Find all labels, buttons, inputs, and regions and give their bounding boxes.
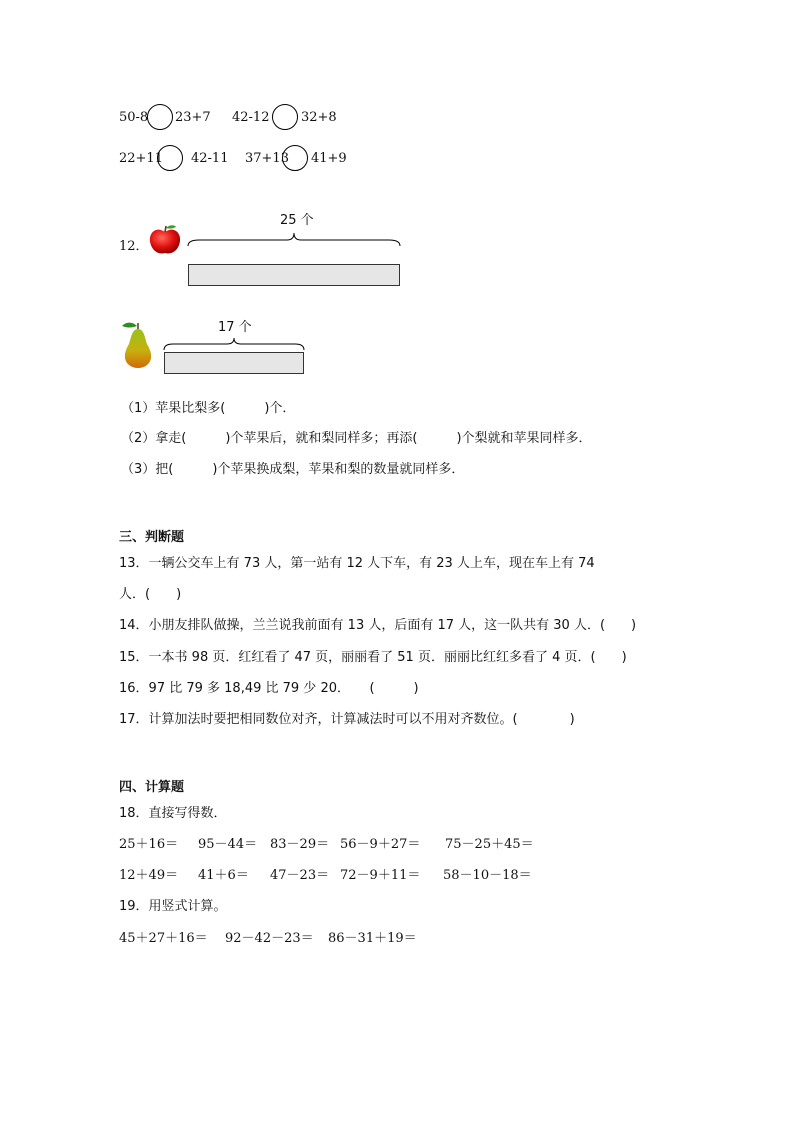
question-17: 17．计算加法时要把相同数位对齐，计算减法时可以不用对齐数位。( ) xyxy=(119,712,575,727)
compare-expr: 42-11 xyxy=(191,151,229,166)
apple-count-label: 25 个 xyxy=(280,213,314,228)
question-16: 16．97 比 79 多 18,49 比 79 少 20． ( ) xyxy=(119,681,419,696)
question-14: 14．小朋友排队做操，兰兰说我前面有 13 人，后面有 17 人，这一队共有 30 人．( ) xyxy=(119,618,637,633)
section-title: 三、判断题 xyxy=(119,530,185,545)
question-number: 12． xyxy=(119,239,149,254)
question-18: 18．直接写得数． xyxy=(119,806,227,821)
compare-expr: 41+9 xyxy=(311,151,347,166)
pear-brace xyxy=(163,337,305,351)
calc-expr: 45＋27＋16＝ xyxy=(119,931,208,946)
pear-icon xyxy=(119,320,157,370)
calc-expr: 12＋49＝ xyxy=(119,868,179,883)
calc-expr: 72－9＋11＝ xyxy=(340,868,421,883)
calc-expr: 75－25＋45＝ xyxy=(445,837,534,852)
compare-expr: 23+7 xyxy=(175,110,211,125)
q12-subquestion-1: （1）苹果比梨多( )个． xyxy=(121,401,296,416)
compare-expr: 42-12 xyxy=(232,110,270,125)
calc-expr: 41＋6＝ xyxy=(198,868,249,883)
calc-expr: 95－44＝ xyxy=(198,837,258,852)
compare-blank-circle[interactable] xyxy=(272,104,298,130)
pear-count-label: 17 个 xyxy=(218,320,252,335)
question-13: 13．一辆公交车上有 73 人，第一站有 12 人下车，有 23 人上车，现在车上有 74 xyxy=(119,556,595,571)
compare-expr: 32+8 xyxy=(301,110,337,125)
calc-expr: 83－29＝ xyxy=(270,837,330,852)
question-15: 15．一本书 98 页．红红看了 47 页，丽丽看了 51 页．丽丽比红红多看了 4 页．( ) xyxy=(119,650,627,665)
calc-expr: 56－9＋27＝ xyxy=(340,837,421,852)
calc-expr: 25＋16＝ xyxy=(119,837,179,852)
calc-expr: 47－23＝ xyxy=(270,868,330,883)
calc-expr: 86－31＋19＝ xyxy=(328,931,417,946)
q12-subquestion-3: （3）把( )个苹果换成梨，苹果和梨的数量就同样多． xyxy=(121,462,465,477)
compare-blank-circle[interactable] xyxy=(282,145,308,171)
calc-expr: 92－42－23＝ xyxy=(225,931,314,946)
question-19: 19．用竖式计算。 xyxy=(119,899,227,914)
compare-expr: 37+13 xyxy=(245,151,289,166)
calc-expr: 58－10－18＝ xyxy=(443,868,532,883)
apple-icon xyxy=(147,224,183,256)
compare-expr: 50-8 xyxy=(119,110,149,125)
section-title: 四、计算题 xyxy=(119,780,185,795)
apple-bar xyxy=(188,264,400,286)
compare-blank-circle[interactable] xyxy=(147,104,173,130)
apple-brace xyxy=(187,232,401,248)
q12-subquestion-2: （2）拿走( )个苹果后，就和梨同样多；再添( )个梨就和苹果同样多． xyxy=(121,431,592,446)
compare-blank-circle[interactable] xyxy=(157,145,183,171)
question-13-cont: 人．( ) xyxy=(119,587,182,602)
pear-bar xyxy=(164,352,304,374)
compare-expr: 22+11 xyxy=(119,151,163,166)
